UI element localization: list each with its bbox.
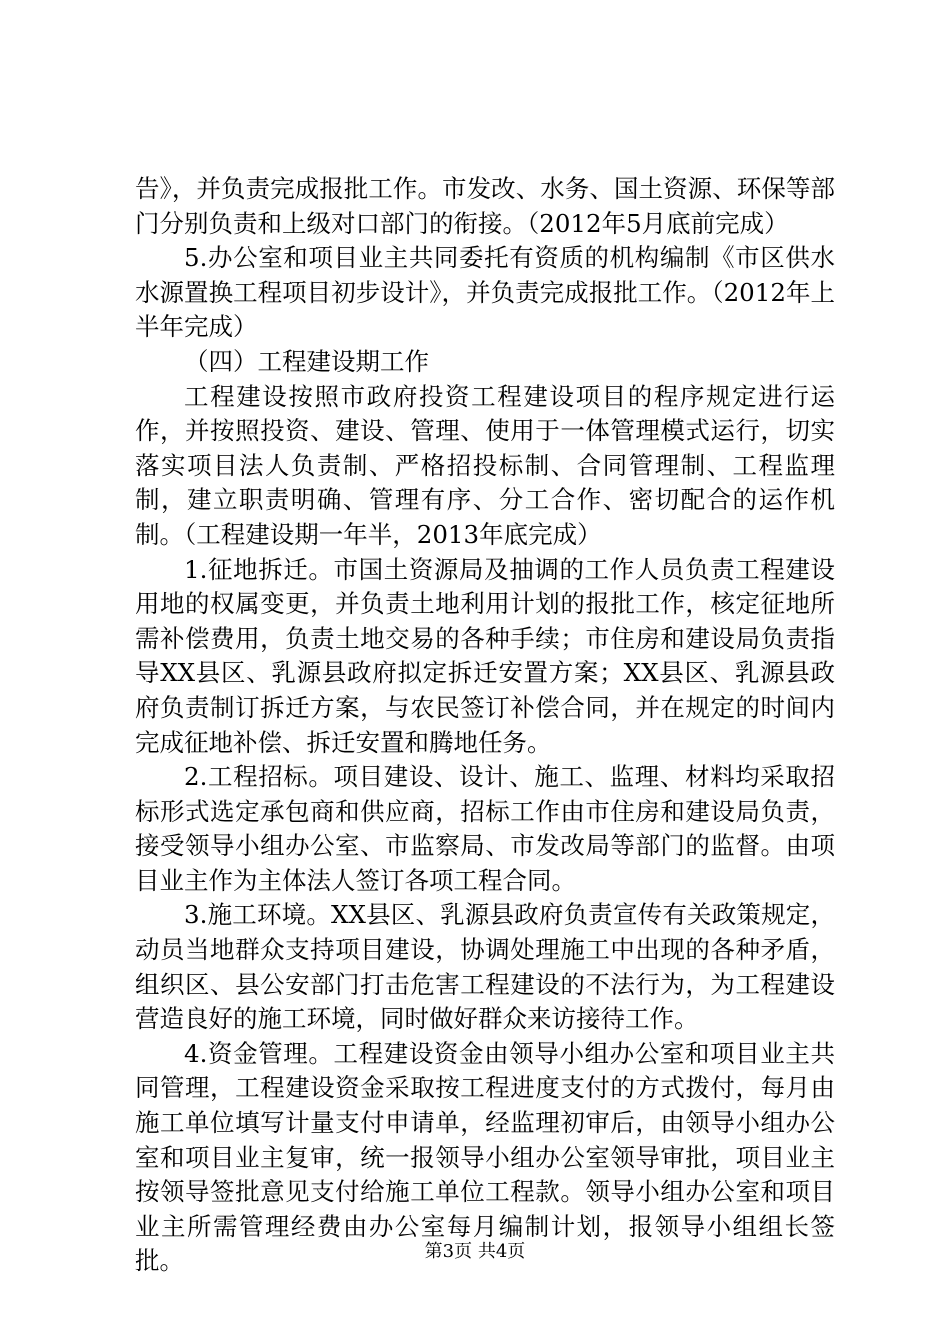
paragraph-item-3: 3.施工环境。XX县区、乳源县政府负责宣传有关政策规定，动员当地群众支持项目建设，协调处理施工中出现的各种矛盾，组织区、县公安部门打击危害工程建设的不法行为，为工程建设营造良好的施工环境，同时做好群众来访接待工作。 [135,900,835,1034]
paragraph-continuation: 告》，并负责完成报批工作。市发改、水务、国土资源、环保等部门分别负责和上级对口部门的衔接。（2012年5月底前完成） [135,174,835,238]
paragraph-intro: 工程建设按照市政府投资工程建设项目的程序规定进行运作，并按照投资、建设、管理、使用于一体管理模式运行，切实落实项目法人负责制、严格招投标制、合同管理制、工程监理制，建立职责明确、管理有序、分工合作、密切配合的运作机制。（工程建设期一年半，2013年底完成） [135,381,835,549]
paragraph-item-2: 2.工程招标。项目建设、设计、施工、监理、材料均采取招标形式选定承包商和供应商，招标工作由市住房和建设局负责，接受领导小组办公室、市监察局、市发改局等部门的监督。由项目业主作为主体法人签订各项工程合同。 [135,762,835,895]
paragraph-item-1: 1.征地拆迁。市国土资源局及抽调的工作人员负责工程建设用地的权属变更，并负责土地利用计划的报批工作，核定征地所需补偿费用，负责土地交易的各种手续；市住房和建设局负责指导XX县区、乳源县政府拟定拆迁安置方案；XX县区、乳源县政府负责制订拆迁方案，与农民签订补偿合同，并在规定的时间内完成征地补偿、拆迁安置和腾地任务。 [135,554,835,757]
section-heading: （四）工程建设期工作 [184,346,429,376]
paragraph-item-4: 4.资金管理。工程建设资金由领导小组办公室和项目业主共同管理，工程建设资金采取按工程进度支付的方式拨付，每月由施工单位填写计量支付申请单，经监理初审后，由领导小组办公室和项目业主复审，统一报领导小组办公室领导审批，项目业主按领导签批意见支付给施工单位工程款。领导小组办公室和项目业主所需管理经费由办公室每月编制计划，报领导小组组长签批。 [135,1038,835,1276]
document-body [135,172,835,1279]
paragraph-item-5: 5.办公室和项目业主共同委托有资质的机构编制《市区供水水源置换工程项目初步设计》，并负责完成报批工作。（2012年上半年完成） [135,243,835,342]
page-number-footer: 第3页 共4页 [424,1241,526,1262]
